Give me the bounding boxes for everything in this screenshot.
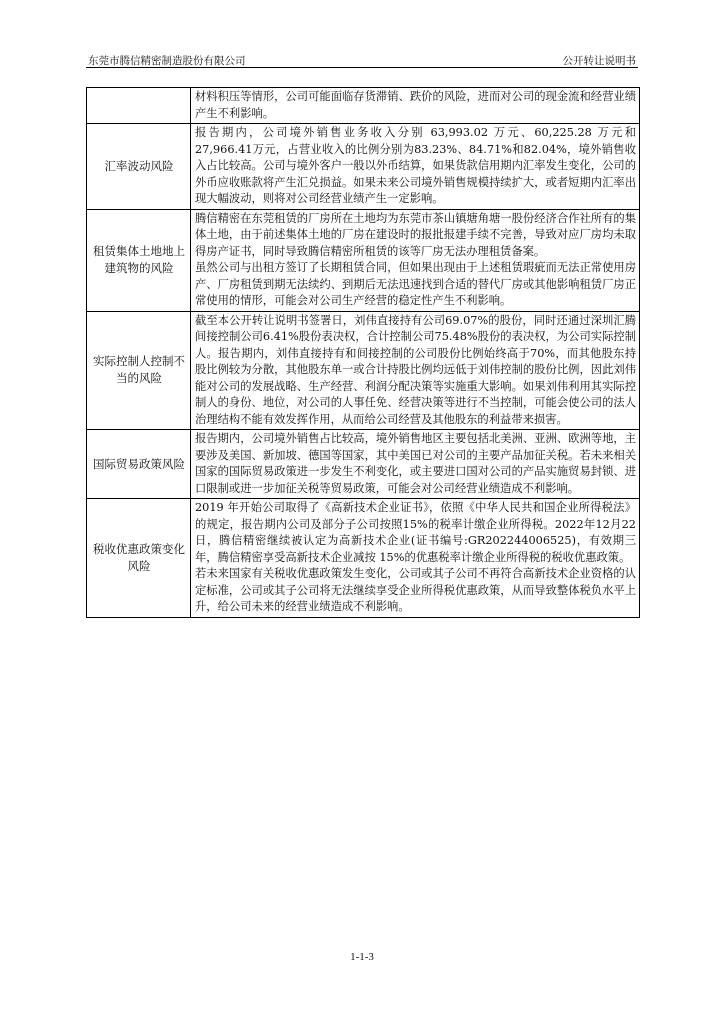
risk-description <box>191 311 640 430</box>
risk-paragraph: 腾信精密在东莞租赁的厂房所在土地均为东莞市茶山镇塘角塘一股份经济合作社所有的集体土地，由于前述集体土地的厂房在建设时的报批报建手续不完善，导致对应厂房均未取得房产证书，同时导致腾信精密所租赁的该等厂房无法办理租赁备案。 <box>195 211 636 258</box>
risk-paragraph: 截至本公开转让说明书签署日，刘伟直接持有公司69.07%的股份，同时还通过深圳汇腾间接控制公司6.41%股份表决权，合计控制公司75.48%股份的表决权，为公司实际控制人。报告期内，刘伟直接持有和间接控制的公司股份比例始终高于70%，而其他股东持股比例较为分散，其他股东单一或合计持股比例均远低于刘伟控制的股份比例，因此刘伟能对公司的发展战略、生产经营、利润分配决策等实施重大影响。如果刘伟利用其实际控制人的身份、地位，对公司的人事任免、经营决策等进行不当控制，可能会使公司的法人治理结构不能有效发挥作用，从而给公司经营及其他股东的利益带来损害。 <box>195 313 636 426</box>
risk-name: 实际控制人控制不当的风险 <box>87 311 191 430</box>
risk-name: 税收优惠政策变化风险 <box>87 499 191 618</box>
risk-paragraph: 2019 年开始公司取得了《高新技术企业证书》，依照《中华人民共和国企业所得税法》的规定，报告期内公司及部分子公司按照15%的税率计缴企业所得税。2022年12月22日，腾信精密继续被认定为高新技术企业(证书编号:GR202244006525)，有效期三年，腾信精密享受高新技术企业减按 15%的优惠税率计缴企业所得税的税收优惠政策。 <box>195 501 636 564</box>
risk-name: 国际贸易政策风险 <box>87 430 191 499</box>
page-number: 1-1-3 <box>350 951 374 963</box>
header-doc-type: 公开转让说明书 <box>562 55 636 67</box>
risk-row <box>87 209 640 311</box>
risk-name: 租赁集体土地地上建筑物的风险 <box>87 209 191 311</box>
risk-description <box>191 209 640 311</box>
risk-name <box>87 88 191 124</box>
risk-description <box>191 499 640 618</box>
risk-row <box>87 124 640 210</box>
risk-description <box>191 88 640 124</box>
risk-table <box>86 87 640 618</box>
risk-row <box>87 430 640 499</box>
risk-paragraph: 虽然公司与出租方签订了长期租赁合同，但如果出现由于上述租赁瑕疵而无法正常使用房产、厂房租赁到期无法续约、到期后无法迅速找到合适的替代厂房或其他影响租赁厂房正常使用的情形，可能会对公司生产经营的稳定性产生不利影响。 <box>195 261 636 307</box>
risk-table-body <box>87 88 640 618</box>
risk-description <box>191 124 640 210</box>
risk-row <box>87 88 640 124</box>
header-rule <box>86 67 638 68</box>
risk-paragraph: 材料积压等情形，公司可能面临存货滞销、跌价的风险，进而对公司的现金流和经营业绩产生不利影响。 <box>195 90 636 120</box>
header-company: 东莞市腾信精密制造股份有限公司 <box>88 55 246 67</box>
risk-paragraph: 报告期内，公司境外销售占比较高，境外销售地区主要包括北美洲、亚洲、欧洲等地，主要涉及美国、新加坡、德国等国家，其中美国已对公司的主要产品加征关税。若未来相关国家的国际贸易政策进一步发生不利变化，或主要进口国对公司的产品实施贸易封锁、进口限制或进一步加征关税等贸易政策，可能会对公司经营业绩造成不利影响。 <box>195 432 636 495</box>
risk-row <box>87 499 640 618</box>
risk-name: 汇率波动风险 <box>87 124 191 210</box>
page-header <box>86 50 638 68</box>
risk-paragraph: 若未来国家有关税收优惠政策发生变化，公司或其子公司不再符合高新技术企业资格的认定标准，公司或其子公司将无法继续享受企业所得税优惠政策，从而导致整体税负水平上升，给公司未来的经营业绩造成不利影响。 <box>195 567 636 613</box>
risk-row <box>87 311 640 430</box>
risk-paragraph: 报告期内，公司境外销售业务收入分别 63,993.02 万元、60,225.28 万元和27,966.41万元，占营业收入的比例分别为83.23%、84.71%和82.04%，境外销售收入占比较高。公司与境外客户一般以外币结算，如果货款信用期内汇率发生变化，公司的外币应收账款将产生汇兑损益。如果未来公司境外销售规模持续扩大，或者短期内汇率出现大幅波动，则将对公司经营业绩产生一定影响。 <box>195 126 636 205</box>
risk-description <box>191 430 640 499</box>
